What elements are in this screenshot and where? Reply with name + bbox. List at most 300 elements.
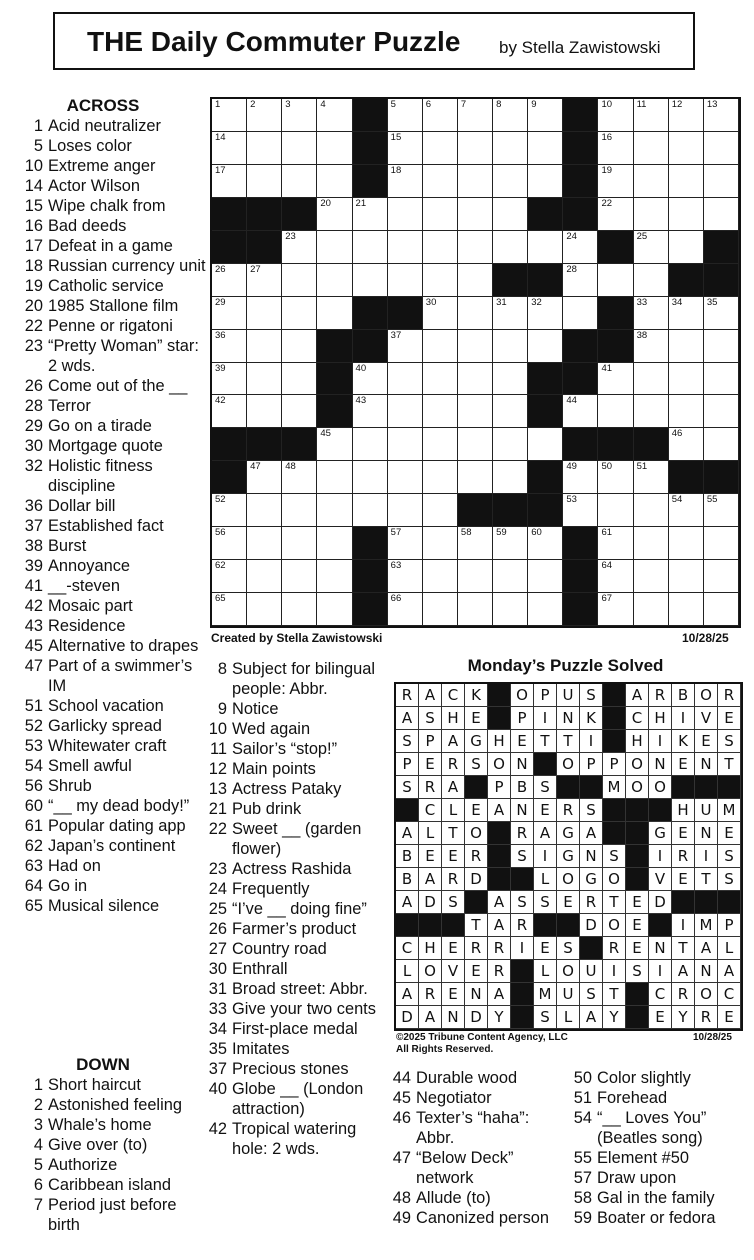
solved-letter: M [695, 914, 718, 937]
cell-number: 32 [531, 296, 542, 308]
grid-cell [388, 593, 423, 626]
clue-number: 48 [392, 1189, 411, 1207]
cell-number: 39 [215, 362, 226, 374]
solved-letter: I [695, 845, 718, 868]
solved-letter: O [695, 684, 718, 707]
clue [548, 1068, 754, 1088]
grid-cell [669, 560, 704, 593]
clue-number: 23 [208, 860, 227, 878]
clue-number: 16 [24, 217, 43, 235]
solved-letter: N [511, 753, 534, 776]
cell-number: 61 [601, 527, 613, 539]
solved-letter: E [534, 937, 557, 960]
grid-cell [634, 264, 669, 297]
grid-cell [282, 593, 317, 626]
grid-cell [388, 363, 423, 396]
clue [180, 759, 390, 779]
clue [180, 1059, 390, 1079]
grid-cell [634, 593, 669, 626]
grid-cell [423, 560, 458, 593]
solved-letter: R [718, 684, 741, 707]
clue-number: 59 [573, 1209, 592, 1227]
solved-letter: V [649, 868, 672, 891]
grid-cell [493, 99, 528, 132]
grid-cell [388, 494, 423, 527]
grid-cell [669, 330, 704, 363]
black-square [458, 494, 493, 527]
clue [0, 556, 206, 576]
solved-letter: N [649, 753, 672, 776]
grid-cell [704, 363, 739, 396]
grid-cell [458, 560, 493, 593]
solved-black-square [557, 776, 580, 799]
solved-letter: V [695, 707, 718, 730]
clue [0, 536, 206, 556]
solved-letter: E [511, 730, 534, 753]
clue-text: Durable wood [416, 1069, 518, 1087]
solved-letter: S [534, 891, 557, 914]
clue-text: Alternative to drapes [48, 637, 199, 655]
clue-text: Astonished feeling [48, 1096, 182, 1114]
cell-number: 12 [671, 99, 683, 110]
black-square [317, 363, 352, 396]
clue-number: 65 [24, 897, 43, 915]
clue-text: Boater or fedora [597, 1209, 716, 1227]
solved-letter: G [580, 868, 603, 891]
grid-cell [388, 330, 423, 363]
grid-cell [704, 330, 739, 363]
solved-letter: A [419, 1006, 442, 1029]
clue-text: Actor Wilson [48, 177, 140, 195]
clue-text: Canonized person [416, 1209, 550, 1227]
solved-letter: E [465, 799, 488, 822]
cell-number: 37 [390, 329, 402, 341]
grid-cell [388, 99, 423, 132]
grid-cell [317, 198, 352, 231]
solved-letter: N [442, 1006, 465, 1029]
clue-text: Gal in the family [597, 1189, 715, 1207]
grid-cell [317, 593, 352, 626]
clue [360, 1148, 560, 1188]
clue [360, 1088, 560, 1108]
grid-cell [458, 99, 493, 132]
clue [548, 1188, 754, 1208]
clue-number: 58 [573, 1189, 592, 1207]
grid-cell [247, 330, 282, 363]
solved-letter: L [534, 960, 557, 983]
grid-cell [493, 461, 528, 494]
cell-number: 2 [250, 99, 256, 110]
solved-letter: B [511, 776, 534, 799]
solved-letter: I [672, 707, 695, 730]
clue-number: 26 [208, 920, 227, 938]
grid-cell [353, 231, 388, 264]
grid-cell [317, 264, 352, 297]
solved-letter: R [603, 937, 626, 960]
solved-letter: N [557, 707, 580, 730]
clue [0, 696, 206, 716]
solved-black-square [603, 822, 626, 845]
black-square [212, 461, 247, 494]
solved-letter: A [580, 822, 603, 845]
black-square [528, 363, 563, 396]
cell-number: 31 [496, 296, 507, 308]
clue [180, 799, 390, 819]
solved-letter: E [718, 822, 741, 845]
clue [0, 776, 206, 796]
grid-cell [282, 99, 317, 132]
cell-number: 16 [601, 131, 613, 143]
grid-cell [423, 297, 458, 330]
grid-cell [598, 494, 633, 527]
grid-cell [423, 494, 458, 527]
rights-line: All Rights Reserved. [396, 1044, 494, 1055]
clue-number: 9 [217, 700, 227, 718]
clue [0, 156, 206, 176]
clue-number: 49 [392, 1209, 411, 1227]
cell-number: 10 [601, 99, 613, 110]
solved-black-square [603, 730, 626, 753]
grid-cell [282, 363, 317, 396]
grid-cell [563, 297, 598, 330]
grid-cell [704, 494, 739, 527]
clue [180, 719, 390, 739]
solved-letter: H [649, 707, 672, 730]
solved-black-square [603, 684, 626, 707]
clue-number: 28 [24, 397, 43, 415]
grid-cell [634, 527, 669, 560]
black-square [704, 461, 739, 494]
solved-black-square [488, 845, 511, 868]
clue [180, 919, 390, 939]
clue-number: 29 [24, 417, 43, 435]
solved-letter: E [419, 845, 442, 868]
solved-letter: G [557, 822, 580, 845]
clue [180, 1019, 390, 1039]
solved-letter: R [557, 799, 580, 822]
grid-cell [247, 395, 282, 428]
cell-number: 67 [601, 593, 613, 605]
grid-cell [598, 198, 633, 231]
clue [180, 959, 390, 979]
grid-cell [598, 395, 633, 428]
solved-letter: N [465, 983, 488, 1006]
solved-black-square [488, 684, 511, 707]
grid-cell [423, 99, 458, 132]
black-square [247, 231, 282, 264]
grid-cell [317, 231, 352, 264]
grid-cell [493, 527, 528, 560]
black-square [563, 132, 598, 165]
clue-number: 55 [573, 1149, 592, 1167]
solved-letter: A [580, 1006, 603, 1029]
grid-cell [634, 165, 669, 198]
clue [180, 859, 390, 879]
solved-letter: L [557, 1006, 580, 1029]
solved-letter: I [534, 707, 557, 730]
clue [180, 1119, 390, 1159]
solved-letter: O [626, 753, 649, 776]
clue-text: Whale’s home [48, 1116, 152, 1134]
solved-letter: U [557, 983, 580, 1006]
grid-cell [423, 264, 458, 297]
cell-number: 7 [460, 99, 467, 110]
solved-letter: I [649, 845, 672, 868]
clue-number: 43 [24, 617, 43, 635]
grid-cell [212, 527, 247, 560]
clue-number: 25 [208, 900, 227, 918]
clue-number: 37 [24, 517, 43, 535]
clue-number: 23 [24, 337, 43, 355]
clue-text: Globe __ (London attraction) [232, 1080, 364, 1118]
grid-cell [563, 231, 598, 264]
grid-cell [458, 593, 493, 626]
grid-cell [423, 428, 458, 461]
clue-number: 64 [24, 877, 43, 895]
cell-number: 23 [285, 230, 296, 242]
solved-black-square [672, 776, 695, 799]
black-square [528, 494, 563, 527]
clue-number: 44 [392, 1069, 411, 1087]
solved-letter: O [488, 753, 511, 776]
clue-text: Wipe chalk from [48, 197, 166, 215]
clue-number: 15 [24, 197, 43, 215]
solved-black-square [626, 868, 649, 891]
black-square [353, 330, 388, 363]
solved-letter: Y [488, 1006, 511, 1029]
clue-number: 32 [24, 457, 43, 475]
clue-text: Main points [232, 760, 316, 778]
clue [0, 196, 206, 216]
solved-letter: E [534, 799, 557, 822]
solved-letter: B [672, 684, 695, 707]
grid-cell [493, 593, 528, 626]
solved-letter: D [465, 1006, 488, 1029]
cell-number: 35 [706, 296, 718, 308]
grid-cell [458, 395, 493, 428]
clue-text: Texter’s “haha”: Abbr. [416, 1109, 530, 1147]
solved-letter: S [580, 684, 603, 707]
solved-letter: E [626, 891, 649, 914]
clue [0, 256, 206, 276]
solved-letter: H [442, 707, 465, 730]
clue-text: Go in [48, 877, 88, 895]
solved-letter: P [603, 753, 626, 776]
grid-cell [493, 428, 528, 461]
cell-number: 60 [531, 527, 542, 539]
grid-cell [528, 99, 563, 132]
grid-cell [634, 461, 669, 494]
clue-number: 33 [208, 1000, 227, 1018]
black-square [282, 198, 317, 231]
grid-cell [669, 593, 704, 626]
clue [180, 739, 390, 759]
clue-number: 20 [24, 297, 43, 315]
grid-cell [423, 330, 458, 363]
clue-number: 47 [24, 657, 43, 675]
solved-black-square [488, 868, 511, 891]
cell-number: 45 [320, 428, 331, 440]
solved-letter: D [580, 914, 603, 937]
solved-letter: E [626, 937, 649, 960]
clue [180, 1039, 390, 1059]
clue-number: 3 [33, 1116, 43, 1134]
grid-cell [704, 593, 739, 626]
solved-letter: H [419, 937, 442, 960]
grid-cell [317, 165, 352, 198]
clue [0, 136, 206, 156]
solved-letter: A [396, 707, 419, 730]
grid-cell [598, 99, 633, 132]
solved-black-square [603, 707, 626, 730]
cell-number: 20 [320, 197, 331, 209]
grid-cell [282, 264, 317, 297]
clue [0, 376, 206, 396]
cell-number: 42 [215, 395, 226, 407]
clue-text: Tropical watering hole: 2 wds. [232, 1120, 357, 1158]
clue-number: 56 [24, 777, 43, 795]
grid-cell [212, 297, 247, 330]
grid-cell [423, 165, 458, 198]
clue [0, 596, 206, 616]
solved-letter: E [672, 868, 695, 891]
grid-cell [247, 264, 282, 297]
clue [360, 1188, 560, 1208]
clue-text: Annoyance [48, 557, 131, 575]
grid-cell [634, 330, 669, 363]
solved-letter: T [603, 891, 626, 914]
down-clues-continued [180, 659, 390, 1159]
clue [360, 1108, 560, 1148]
solved-date: 10/28/25 [693, 1032, 732, 1043]
clue-text: Country road [232, 940, 327, 958]
solved-letter: T [718, 753, 741, 776]
solved-black-square [396, 799, 419, 822]
solved-letter: O [465, 822, 488, 845]
solved-letter: E [626, 914, 649, 937]
grid-cell [669, 297, 704, 330]
black-square [353, 593, 388, 626]
solved-black-square [511, 868, 534, 891]
cell-number: 17 [215, 164, 226, 176]
solved-letter: E [465, 707, 488, 730]
grid-cell [704, 165, 739, 198]
solved-letter: A [718, 960, 741, 983]
grid-cell [669, 198, 704, 231]
grid-cell [458, 165, 493, 198]
grid-cell [528, 297, 563, 330]
grid-cell [423, 461, 458, 494]
solved-letter: E [557, 891, 580, 914]
grid-cell [704, 198, 739, 231]
solved-letter: T [695, 868, 718, 891]
clue-number: 1 [33, 117, 43, 135]
clue-text: Short haircut [48, 1076, 141, 1094]
solved-letter: S [511, 845, 534, 868]
grid-cell [353, 264, 388, 297]
grid-cell [212, 264, 247, 297]
clue [0, 516, 206, 536]
grid-cell [458, 231, 493, 264]
solved-black-square [672, 891, 695, 914]
solved-letter: S [718, 730, 741, 753]
solved-black-square [626, 822, 649, 845]
solved-letter: A [396, 891, 419, 914]
solved-letter: D [396, 1006, 419, 1029]
solved-black-square [695, 891, 718, 914]
clue [0, 336, 206, 376]
clue [0, 236, 206, 256]
clue-text: “Below Deck” network [416, 1149, 514, 1187]
clue-text: __-steven [48, 577, 120, 595]
down-clues [0, 1055, 206, 1235]
clue-number: 61 [24, 817, 43, 835]
grid-cell [353, 363, 388, 396]
solved-letter: R [511, 822, 534, 845]
clue-text: “__ my dead body!” [48, 797, 190, 815]
solved-letter: S [580, 799, 603, 822]
grid-cell [458, 428, 493, 461]
grid-cell [423, 231, 458, 264]
clue-number: 41 [24, 577, 43, 595]
grid-cell [563, 264, 598, 297]
cell-number: 50 [601, 461, 613, 473]
grid-cell [669, 165, 704, 198]
clue [360, 1208, 560, 1228]
grid-cell [493, 395, 528, 428]
solved-letter: R [695, 1006, 718, 1029]
cell-number: 4 [320, 99, 326, 110]
cell-number: 47 [250, 461, 261, 473]
solved-letter: S [718, 868, 741, 891]
solved-letter: R [488, 937, 511, 960]
clue [0, 636, 206, 656]
grid-cell [704, 527, 739, 560]
cell-number: 8 [496, 99, 502, 110]
grid-cell [423, 132, 458, 165]
grid-cell [212, 132, 247, 165]
clue [0, 1115, 206, 1135]
cell-number: 46 [671, 428, 683, 440]
solved-black-square [488, 707, 511, 730]
black-square [317, 330, 352, 363]
grid-cell [458, 363, 493, 396]
clue [0, 616, 206, 636]
cell-number: 57 [390, 527, 402, 539]
clue-text: Catholic service [48, 277, 164, 295]
clue-text: Broad street: Abbr. [232, 980, 368, 998]
grid-cell [458, 527, 493, 560]
clue-number: 51 [24, 697, 43, 715]
cell-number: 34 [671, 296, 683, 308]
black-square [563, 363, 598, 396]
grid-cell [458, 461, 493, 494]
clue-number: 11 [209, 740, 227, 758]
clue [0, 296, 206, 316]
clue-text: Subject for bilingual people: Abbr. [232, 660, 376, 698]
cell-number: 5 [390, 99, 396, 110]
cell-number: 51 [636, 461, 648, 473]
grid-cell [598, 461, 633, 494]
grid-cell [317, 99, 352, 132]
black-square [704, 264, 739, 297]
clue [0, 896, 206, 916]
clue-text: “Pretty Woman” star: 2 wds. [48, 337, 199, 375]
cell-number: 28 [566, 263, 577, 275]
clue-number: 36 [24, 497, 43, 515]
cell-number: 26 [215, 263, 226, 275]
grid-cell [704, 297, 739, 330]
